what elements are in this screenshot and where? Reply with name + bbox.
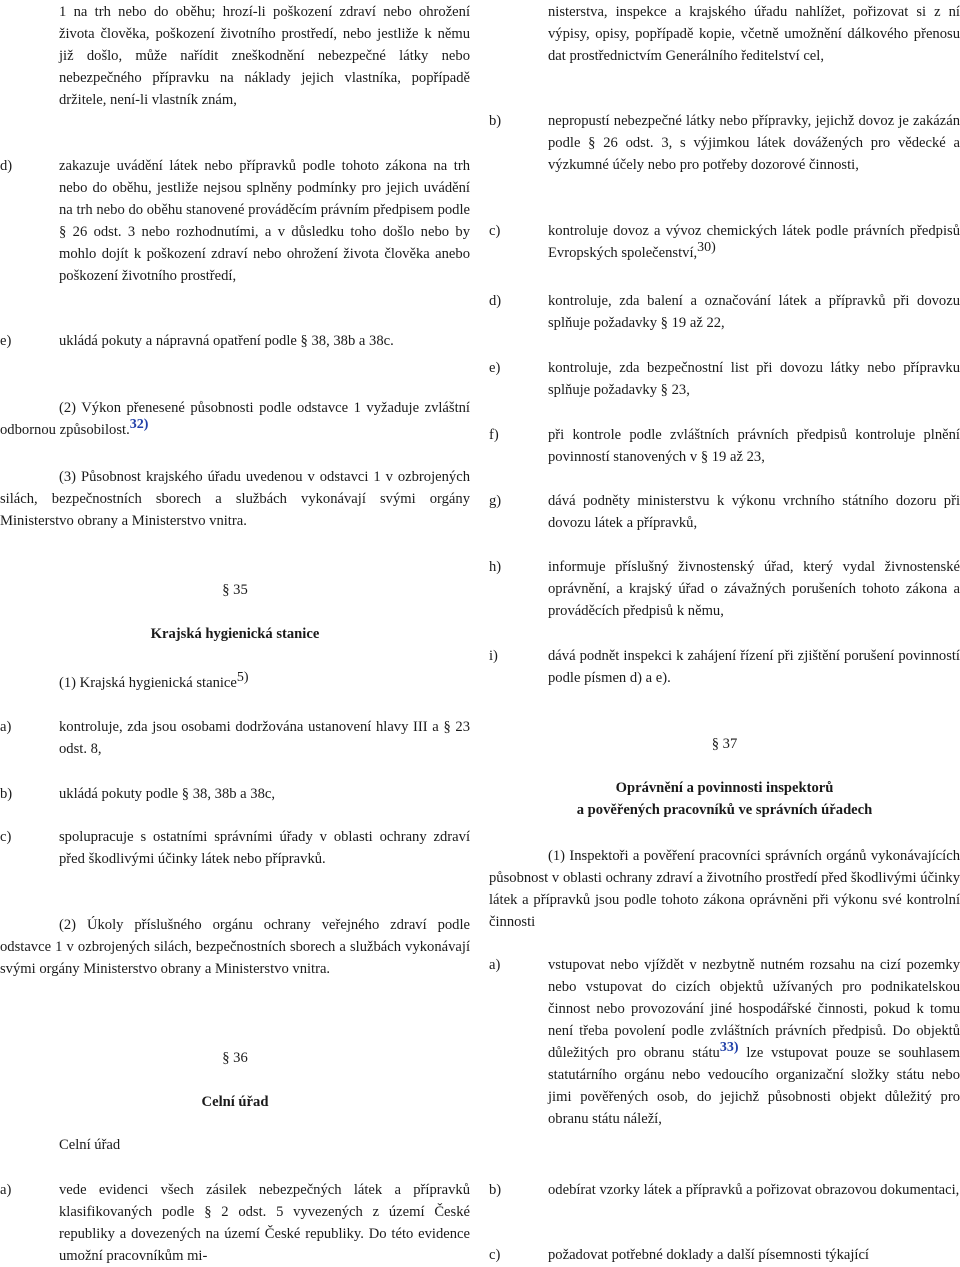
item-text: zakazuje uvádění látek nebo přípravků podle tohoto zákona na trh nebo do oběhu, jestliže nejsou splněny podmínky pro jejich uvádění na trh nebo do oběhu stanovené prováděcím právním předpisem podle § 26 odst. 3 nebo rozhodnutími, a v důsledku toho došlo nebo by mohlo dojít k poškození zdraví nebo ohrožení života člověka anebo poškození životního prostředí,: [59, 158, 470, 284]
item-letter: a): [0, 1182, 12, 1198]
list-item-c: [0, 826, 470, 870]
item-letter: e): [489, 360, 501, 376]
item-text: vede evidenci všech zásilek nebezpečných látek a přípravků klasifikovaných podle § 2 odst. 5 vyvezených z území České republiky a dovezených na území České republiky. Do této evidence umožní pracovníkům mi-: [59, 1182, 470, 1264]
item-text: požadovat potřebné doklady a další písemnosti týkající: [548, 1247, 869, 1263]
item-letter: d): [0, 158, 13, 174]
item-text: nepropustí nebezpečné látky nebo přípravky, jejichž dovoz je zakázán podle § 26 odst. 3, s výjimkou látek dovážených pro vědecké a výzkumné účely nebo pro potřeby dozorové činnosti,: [548, 113, 960, 173]
footnote-ref[interactable]: 33): [719, 1040, 739, 1055]
list-item-d: [0, 155, 470, 287]
item-letter: g): [489, 493, 502, 509]
list-item-b: [489, 1179, 960, 1201]
item-text: ukládá pokuty podle § 38, 38b a 38c,: [59, 786, 276, 802]
section-number-36: § 36: [222, 1050, 248, 1066]
item-text: dává podnět inspekci k zahájení řízení při zjištění porušení povinností podle písmen d) a e).: [548, 648, 960, 686]
item-text: odebírat vzorky látek a přípravků a pořizovat obrazovou dokumentaci,: [548, 1182, 960, 1198]
item-text: při kontrole podle zvláštních právních předpisů kontroluje plnění povinností stanovených v § 19 až 23,: [548, 427, 960, 465]
footnote-ref[interactable]: 32): [129, 417, 149, 432]
item-text: dává podněty ministerstvu k výkonu vrchního státního dozoru při dovozu látek a přípravků,: [548, 493, 960, 531]
section-number-35: § 35: [222, 582, 248, 598]
footnote-ref[interactable]: 5): [236, 670, 249, 685]
section-title-37-line2: a pověřených pracovníků ve správních úřadech: [576, 802, 873, 818]
list-item-d: [489, 290, 960, 334]
item-text: kontroluje dovoz a vývoz chemických látek podle právních předpisů Evropských společenství,30): [548, 223, 960, 261]
list-item-c: [489, 220, 960, 264]
item-letter: b): [489, 113, 502, 129]
section-37-paragraph-1: (1) Inspektoři a pověření pracovníci správních orgánů vykonávajících působnost v oblasti ochrany zdraví a životního prostředí před škodlivými účinky látek a přípravků jsou podle tohoto zákona oprávněni při výkonu své kontrolní činnosti: [489, 848, 960, 930]
list-item-h: [489, 556, 960, 622]
item-letter: c): [0, 829, 12, 845]
item-letter: f): [489, 427, 499, 443]
continued-item-text: nisterstva, inspekce a krajského úřadu nahlížet, pořizovat si z ní výpisy, opisy, popřípadě kopie, včetně umožnění dálkového přenosu dat prostřednictvím Generálního ředitelství cel,: [548, 4, 960, 64]
list-item-e: [489, 357, 960, 401]
item-letter: c): [489, 223, 501, 239]
section-title-37-line1: Oprávnění a povinnosti inspektorů: [615, 780, 834, 796]
item-letter: b): [0, 786, 13, 802]
section-35-paragraph-2: (2) Úkoly příslušného orgánu ochrany veřejného zdraví podle odstavce 1 v ozbrojených silách, bezpečnostních sborech a službách vykonávají svými orgány Ministerstvo obrany a Ministerstvo vnitra.: [0, 917, 470, 977]
list-item-c: [489, 1244, 960, 1266]
item-text: kontroluje, zda balení a označování látek a přípravků při dovozu splňuje požadavky § 19 až 22,: [548, 293, 960, 331]
continued-item-text: 1 na trh nebo do oběhu; hrozí-li poškození zdraví nebo ohrožení života člověka, poškození životního prostředí, nebo jestliže k němu již došlo, může nařídit zneškodnění nebezpečné látky nebo nebezpečného přípravku na náklady jejich vlastníka, popřípadě držitele, není-li vlastník znám,: [59, 4, 470, 108]
item-letter: b): [489, 1182, 502, 1198]
item-letter: d): [489, 293, 502, 309]
item-letter: a): [0, 719, 12, 735]
item-letter: h): [489, 559, 502, 575]
list-item-b: [489, 110, 960, 176]
item-letter: a): [489, 957, 501, 973]
list-item-a: [0, 716, 470, 760]
item-text: ukládá pokuty a nápravná opatření podle § 38, 38b a 38c.: [59, 333, 394, 349]
item-letter: e): [0, 333, 12, 349]
section-35-intro: (1) Krajská hygienická stanice5): [59, 670, 249, 691]
list-item-e: [0, 330, 470, 352]
item-text: kontroluje, zda bezpečnostní list při dovozu látky nebo přípravku splňuje požadavky § 23,: [548, 360, 960, 398]
paragraph-3: (3) Působnost krajského úřadu uvedenou v odstavci 1 v ozbrojených silách, bezpečnostních sborech a službách vykonávají svými orgány Ministerstvo obrany a Ministerstvo vnitra.: [0, 469, 470, 529]
list-item-b: [0, 783, 470, 805]
list-item-g: [489, 490, 960, 534]
item-letter: i): [489, 648, 498, 664]
item-text: vstupovat nebo vjíždět v nezbytně nutném rozsahu na cizí pozemky nebo vstupovat do cizích objektů užívaných pro podnikatelskou činnost nebo provozování jiné hospodářské činnosti, pokud k tomu není třeba povolení podle zvláštních právních předpisů. Do objektů důležitých pro obranu státu33) lze vstupovat pouze se souhlasem statutárního orgánu nebo vedoucího organizační složky státu nebo jimi pověřených osob, do jejichž působnosti objekt důležitý pro obranu státu náleží,: [548, 957, 960, 1127]
section-number-37: § 37: [711, 736, 738, 752]
item-letter: c): [489, 1247, 501, 1263]
item-text: kontroluje, zda jsou osobami dodržována ustanovení hlavy III a § 23 odst. 8,: [59, 719, 470, 757]
section-title-35: Krajská hygienická stanice: [150, 626, 320, 642]
list-item-a: [489, 954, 960, 1130]
section-title-36: Celní úřad: [201, 1094, 269, 1110]
list-item-f: [489, 424, 960, 468]
list-item-a: [0, 1179, 470, 1267]
section-36-intro: Celní úřad: [59, 1137, 121, 1153]
item-text: spolupracuje s ostatními správními úřady v oblasti ochrany zdraví před škodlivými účinky látek nebo přípravků.: [59, 829, 470, 867]
footnote-ref[interactable]: 30): [697, 240, 716, 255]
paragraph-2: (2) Výkon přenesené působnosti podle odstavce 1 vyžaduje zvláštní odbornou způsobilost.32): [0, 400, 470, 438]
item-text: informuje příslušný živnostenský úřad, který vydal živnostenské oprávnění, a krajský úřad o závažných porušeních tohoto zákona a prováděcích předpisů k němu,: [548, 559, 960, 619]
list-item-i: [489, 645, 960, 689]
